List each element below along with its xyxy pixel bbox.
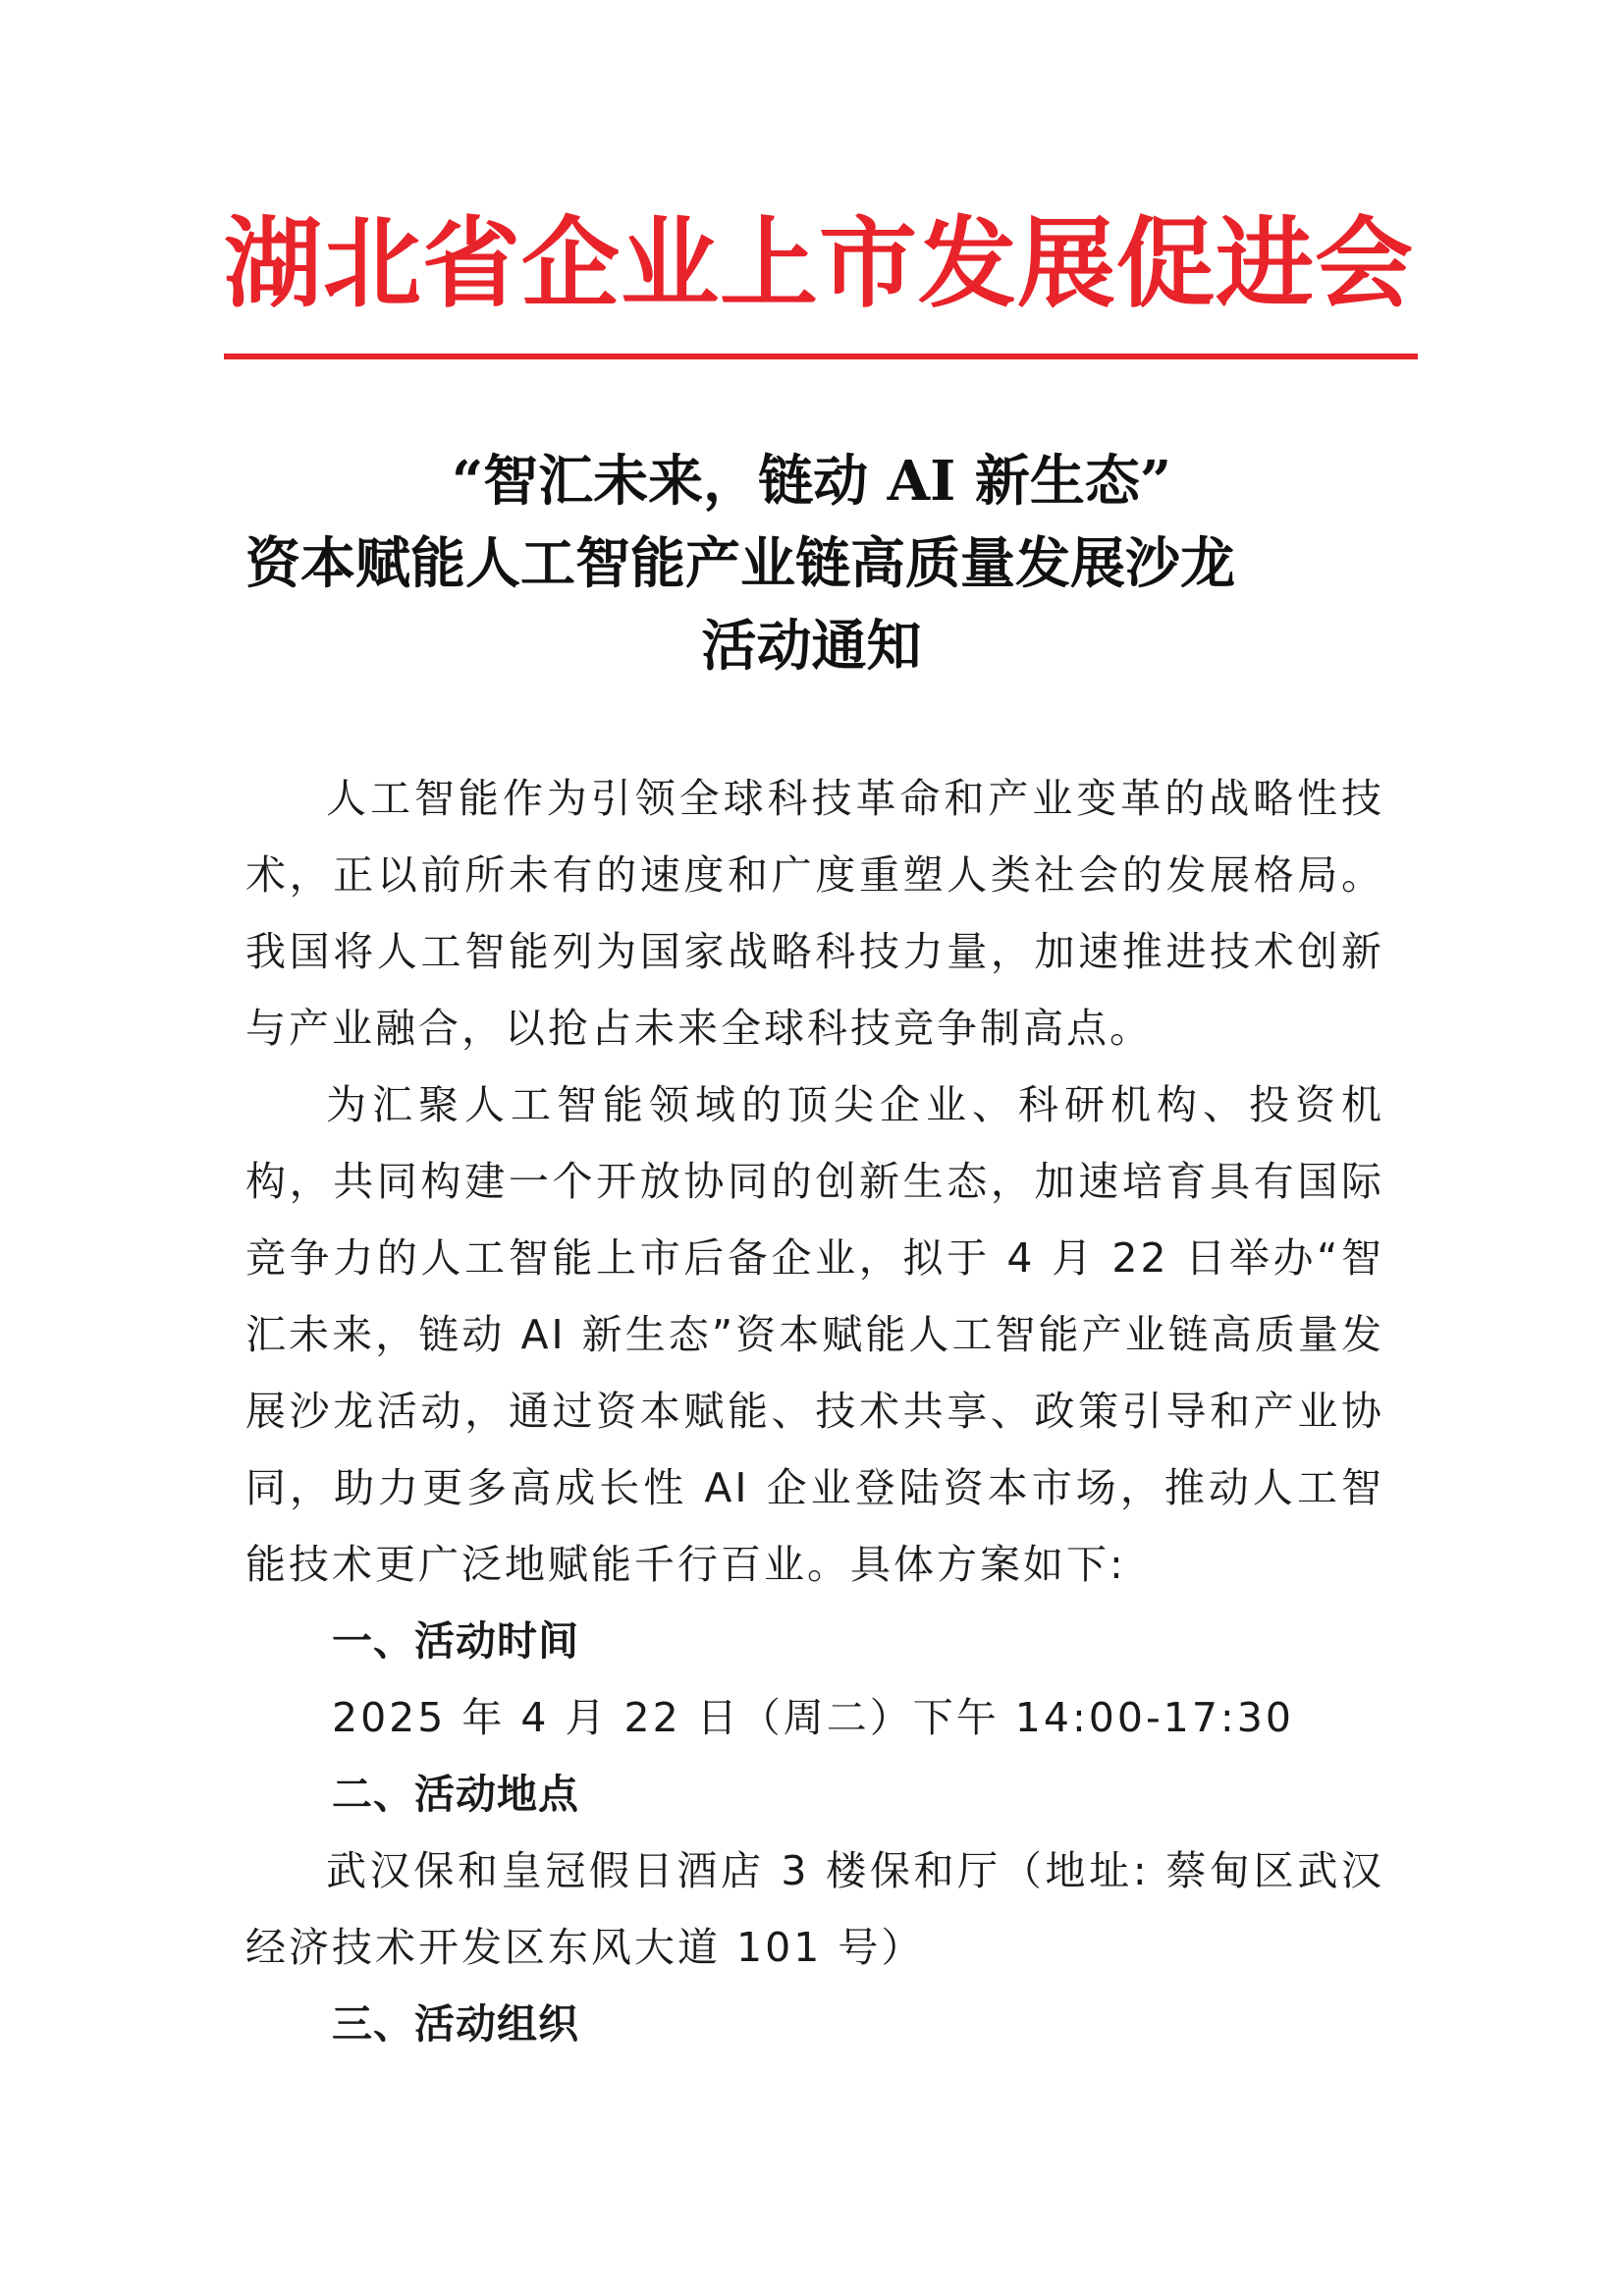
intro-paragraph: 人工智能作为引领全球科技革命和产业变革的战略性技术，正以前所未有的速度和广度重塑人类社会的发展格局。我国将人工智能列为国家战略科技力量，加速推进技术创新与产业融合，以抢占未来全球科技竞争制高点。 <box>245 775 1384 1052</box>
event-time-text: 2025 年 4 月 22 日（周二）下午 14:00-17:30 <box>332 1694 1294 1741</box>
section-heading-time: 一、活动时间 <box>332 1617 579 1665</box>
section-heading-location: 二、活动地点 <box>332 1771 579 1818</box>
title-line-1: “智汇未来，链动 AI 新生态” <box>451 449 1172 514</box>
event-location-text: 武汉保和皇冠假日酒店 3 楼保和厅（地址: 蔡甸区武汉经济技术开发区东风大道 101 号） <box>245 1847 1384 1971</box>
title-line-2: 资本赋能人工智能产业链高质量发展沙龙 <box>245 531 1235 596</box>
header-divider <box>224 354 1418 359</box>
purpose-paragraph: 为汇聚人工智能领域的顶尖企业、科研机构、投资机构，共同构建一个开放协同的创新生态，加速培育具有国际竞争力的人工智能上市后备企业，拟于 4 月 22 日举办“智汇未来，链动 AI 新生态”资本赋能人工智能产业链高质量发展沙龙活动，通过资本赋能、技术共享、政策引导和产业协同，助力更多高成长性 AI 企业登陆资本市场，推动人工智能技术更广泛地赋能千行百业。具体方案如下: <box>245 1081 1384 1588</box>
notice-body <box>245 760 1384 2062</box>
title-line-3: 活动通知 <box>701 614 922 679</box>
section-heading-organization: 三、活动组织 <box>332 2000 579 2048</box>
notice-title <box>216 440 1407 687</box>
organization-header: 湖北省企业上市发展促进会 <box>224 205 1414 321</box>
